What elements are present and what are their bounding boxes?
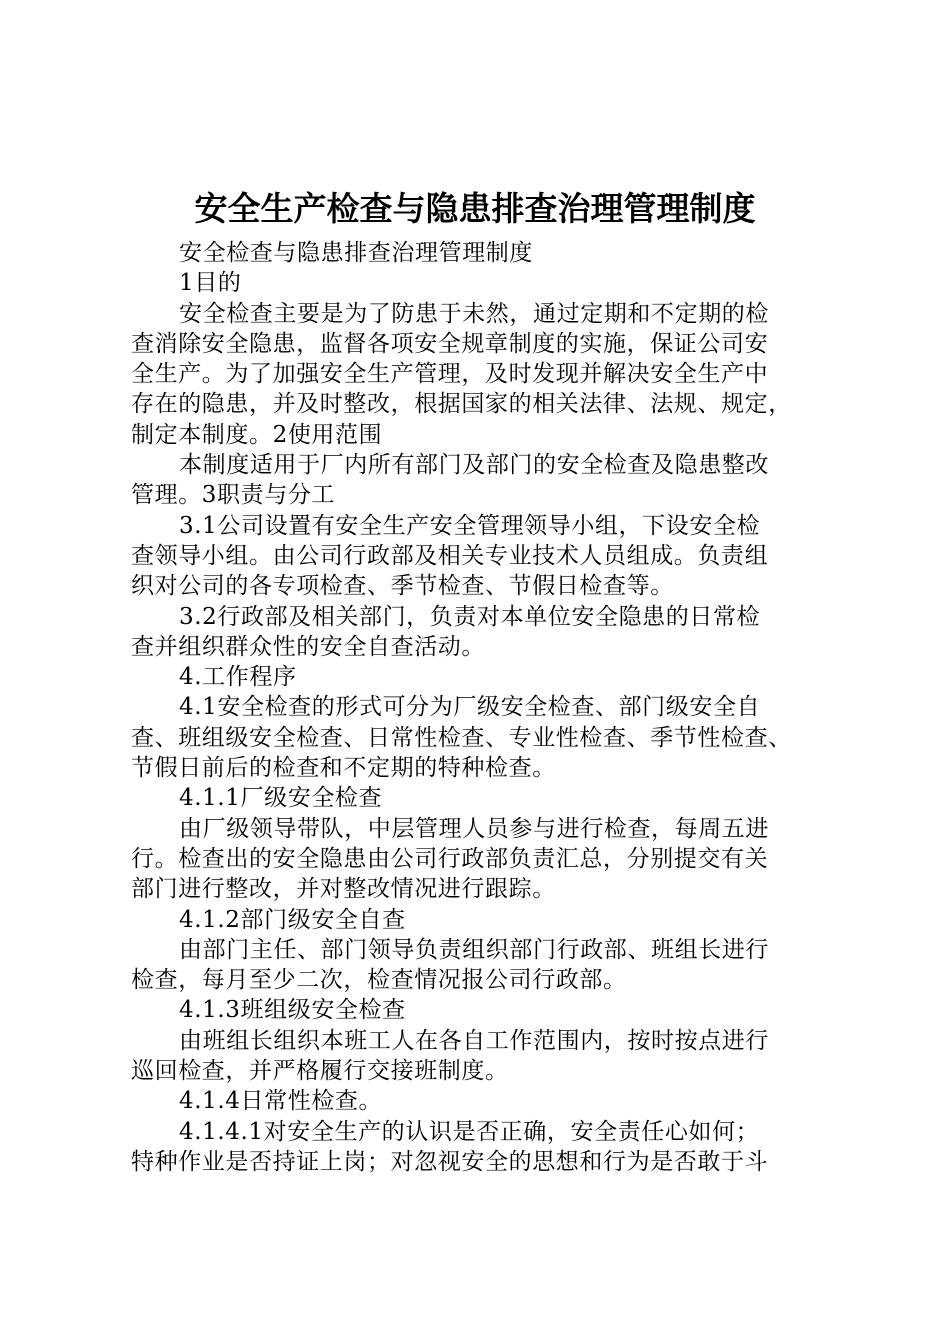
text-line: 行。检查出的安全隐患由公司行政部负责汇总，分别提交有关 — [131, 845, 769, 872]
text-line: 1目的 — [179, 270, 242, 297]
text-line: 安全检查主要是为了防患于未然，通过定期和不定期的检 — [179, 300, 769, 327]
document-title: 安全生产检查与隐患排查治理管理制度 — [194, 189, 756, 228]
text-line: 织对公司的各专项检查、季节检查、节假日检查等。 — [131, 573, 674, 600]
text-line: 检查，每月至少二次，检查情况报公司行政部。 — [131, 967, 627, 994]
text-line: 巡回检查，并严格履行交接班制度。 — [131, 1058, 509, 1085]
text-line: 查消除安全隐患，监督各项安全规章制度的实施，保证公司安 — [131, 330, 769, 357]
text-line: 由厂级领导带队，中层管理人员参与进行检查，每周五进 — [179, 815, 769, 842]
text-line: 部门进行整改，并对整改情况进行跟踪。 — [131, 876, 556, 903]
text-line: 由班组长组织本班工人在各自工作范围内，按时按点进行 — [179, 1027, 769, 1054]
text-line: 3.1公司设置有安全生产安全管理领导小组，下设安全检 — [179, 512, 761, 539]
text-line: 查、班组级安全检查、日常性检查、专业性检查、季节性检查、 — [131, 724, 792, 751]
text-line: 本制度适用于厂内所有部门及部门的安全检查及隐患整改 — [179, 452, 769, 479]
text-line: 3.2行政部及相关部门，负责对本单位安全隐患的日常检 — [179, 603, 761, 630]
text-line: 4.1.4日常性检查。 — [179, 1088, 383, 1115]
text-line: 4.1.4.1对安全生产的认识是否正确，安全责任心如何； — [179, 1118, 760, 1145]
text-line: 4.1.1厂级安全检查 — [179, 785, 383, 812]
text-line: 制定本制度。2使用范围 — [131, 421, 383, 448]
text-line: 管理。3职责与分工 — [131, 482, 336, 509]
text-line: 4.1.2部门级安全自查 — [179, 906, 406, 933]
text-line: 存在的隐患，并及时整改，根据国家的相关法律、法规、规定， — [131, 391, 792, 418]
text-line: 4.1.3班组级安全检查 — [179, 997, 406, 1024]
text-line: 特种作业是否持证上岗；对忽视安全的思想和行为是否敢于斗 — [131, 1148, 769, 1175]
text-line: 节假日前后的检查和不定期的特种检查。 — [131, 755, 556, 782]
text-line: 全生产。为了加强安全生产管理，及时发现并解决安全生产中 — [131, 361, 769, 388]
text-line: 查并组织群众性的安全自查活动。 — [131, 633, 485, 660]
text-line: 由部门主任、部门领导负责组织部门行政部、班组长进行 — [179, 936, 769, 963]
text-line: 4.1安全检查的形式可分为厂级安全检查、部门级安全自 — [179, 694, 761, 721]
document-body — [131, 238, 843, 1177]
text-line: 安全检查与隐患排查治理管理制度 — [179, 240, 533, 266]
text-line: 4.工作程序 — [179, 664, 297, 691]
text-line: 查领导小组。由公司行政部及相关专业技术人员组成。负责组 — [131, 542, 769, 569]
